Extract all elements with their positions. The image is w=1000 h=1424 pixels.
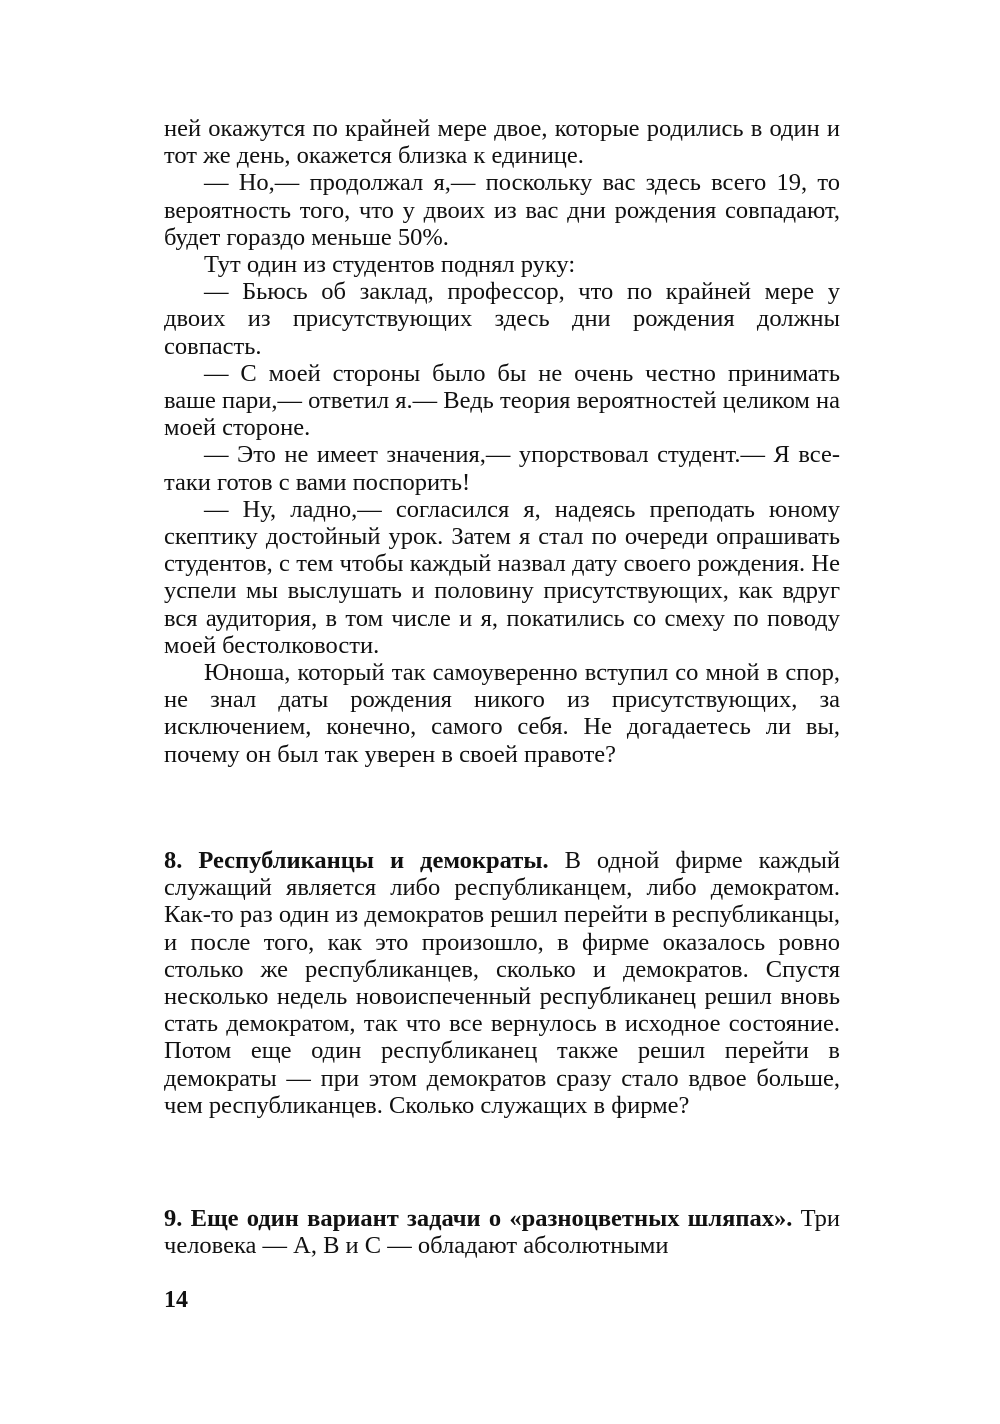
paragraph-continuation: ней окажутся по крайней мере двое, которые родились в один и тот же день, окажется близка к единице.	[164, 115, 840, 170]
paragraph-dialogue-5: — Ну, ладно,— согласился я, надеясь преподать юному скептику достойный урок. Затем я стал по очереди опрашивать студентов, с тем чтобы каждый назвал дату своего рождения. Не успели мы выслушать и половину присутствующих, как вдруг вся аудитория, в том числе и я, покатились со смеху по поводу моей бестолковости.	[164, 495, 840, 659]
top-text-block	[164, 115, 840, 768]
problem-8-paragraph	[164, 847, 840, 1119]
paragraph-youth-question: Юноша, который так самоуверенно вступил со мной в спор, не знал даты рождения никого из присутствующих, за исключением, конечно, самого себя. Не догадаетесь ли вы, почему он был так уверен в своей правоте?	[164, 659, 840, 768]
paragraph-dialogue-4: — Это не имеет значения,— упорствовал студент.— Я все-таки готов с вами поспорить!	[164, 441, 840, 496]
paragraph-student-raises-hand: Тут один из студентов поднял руку:	[204, 251, 576, 279]
page-number: 14	[164, 1287, 188, 1313]
problem-8-heading: 8. Республиканцы и демократы.	[164, 847, 549, 874]
problem-9-paragraph	[164, 1205, 840, 1259]
problem-8-block	[164, 847, 840, 1119]
problem-9-heading: 9. Еще один вариант задачи о «разноцветных шляпах».	[164, 1205, 793, 1232]
paragraph-dialogue-3: — С моей стороны было бы не очень честно принимать ваше пари,— ответил я.— Ведь теория вероятностей целиком на моей стороне.	[164, 359, 840, 442]
paragraph-dialogue-2: — Бьюсь об заклад, профессор, что по крайней мере у двоих из присутствующих здесь дни рождения должны совпасть.	[164, 278, 840, 360]
paragraph-dialogue-1: — Но,— продолжал я,— поскольку вас здесь всего 19, то вероятность того, что у двоих из вас дни рождения совпадают, будет гораздо меньше 50%.	[164, 169, 840, 251]
problem-8-text: В одной фирме каждый служащий является либо республиканцем, либо демократом. Как-то раз один из демократов решил перейти в республиканцы, и после того, как это произошло, в фирме оказалось ровно столько же республиканцев, сколько и демократов. Спустя несколько недель новоиспеченный республиканец решил вновь стать демократом, так что все вернулось в исходное состояние. Потом еще один республиканец также решил перейти в демократы — при этом демократов сразу стало вдвое больше, чем республиканцев. Сколько служащих в фирме?	[164, 847, 840, 1119]
problem-9-text: Три человека — А, В и С — обладают абсолютными	[164, 1205, 840, 1260]
problem-9-block	[164, 1205, 840, 1259]
